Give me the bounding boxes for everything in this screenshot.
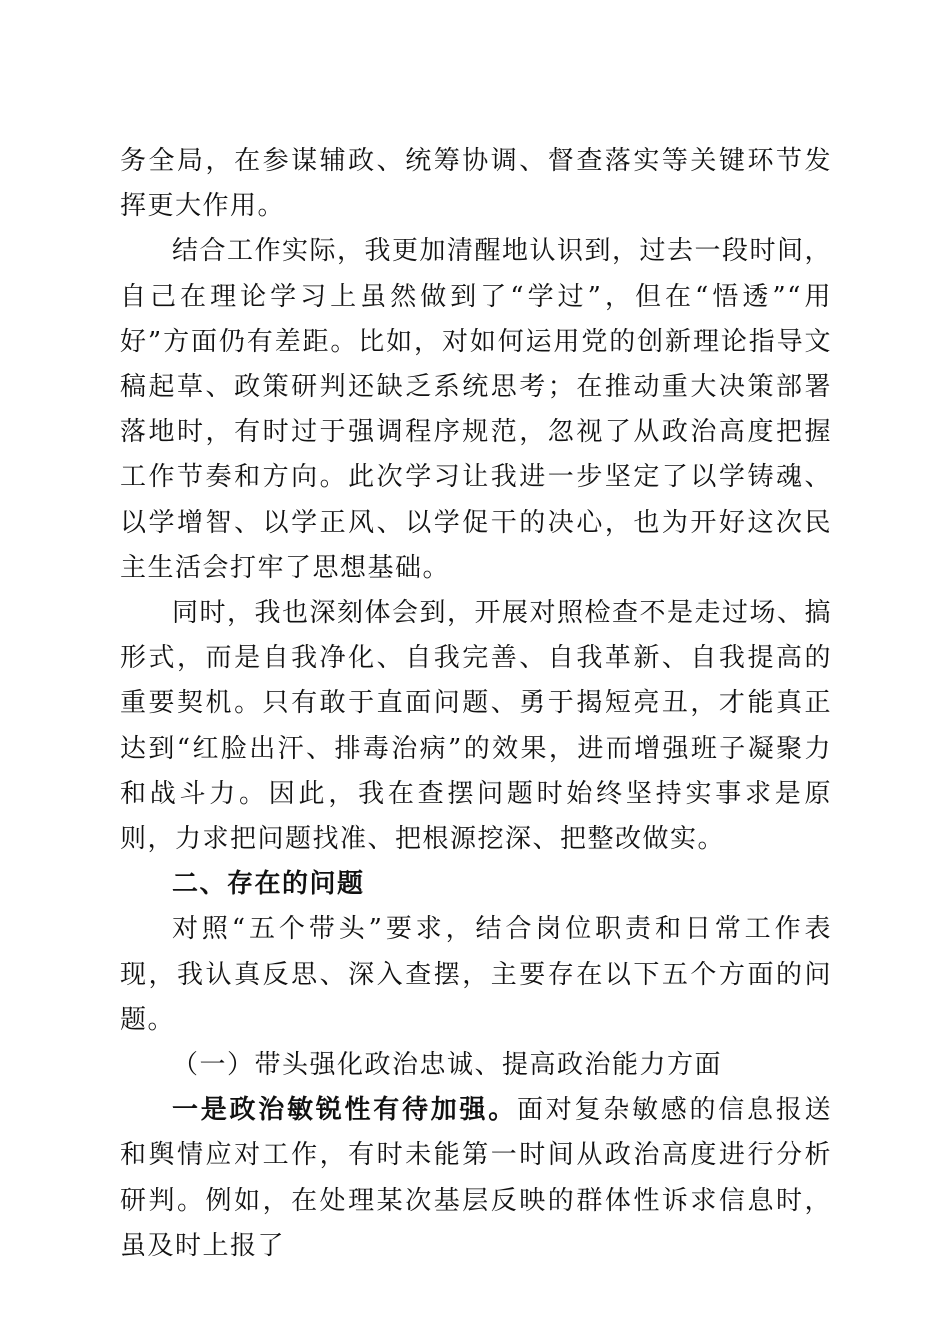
paragraph-reflection: 结合工作实际，我更加清醒地认识到，过去一段时间，自己在理论学习上虽然做到了“学过”，但在“悟透”“用好”方面仍有差距。比如，对如何运用党的创新理论指导文稿起草、政策研判还缺乏系统思考；在推动重大决策部署落地时，有时过于强调程序规范，忽视了从政治高度把握工作节奏和方向。此次学习让我进一步坚定了以学铸魂、以学增智、以学正风、以学促干的决心，也为开好这次民主生活会打牢了思想基础。 [120, 236, 833, 583]
paragraph-problems-intro: 对照“五个带头”要求，结合岗位职责和日常工作表现，我认真反思、深入查摆，主要存在以下五个方面的问题。 [120, 914, 832, 1035]
paragraph-body-text: 面对复杂敏感的信息报送和舆情应对工作，有时未能第一时间从政治高度进行分析研判。例如，在处理某次基层反映的群体性诉求信息时，虽及时上报了 [120, 1095, 832, 1261]
paragraph-political-sensitivity [120, 1088, 832, 1269]
paragraph-continuation: 务全局，在参谋辅政、统筹协调、督查落实等关键环节发挥更大作用。 [120, 146, 832, 222]
paragraph-self-check: 同时，我也深刻体会到，开展对照检查不是走过场、搞形式，而是自我净化、自我完善、自我革新、自我提高的重要契机。只有敢于直面问题、勇于揭短亮丑，才能真正达到“红脸出汗、排毒治病”的效果，进而增强班子凝聚力和战斗力。因此，我在查摆问题时始终坚持实事求是原则，力求把问题找准、把根源挖深、把整改做实。 [120, 598, 833, 855]
section-heading-problems: 二、存在的问题 [172, 869, 365, 900]
paragraph-lead-sentence: 一是政治敏锐性有待加强。 [172, 1095, 517, 1126]
subsection-heading-political-loyalty: （一）带头强化政治忠诚、提高政治能力方面 [172, 1050, 723, 1081]
document-body [120, 139, 832, 1269]
